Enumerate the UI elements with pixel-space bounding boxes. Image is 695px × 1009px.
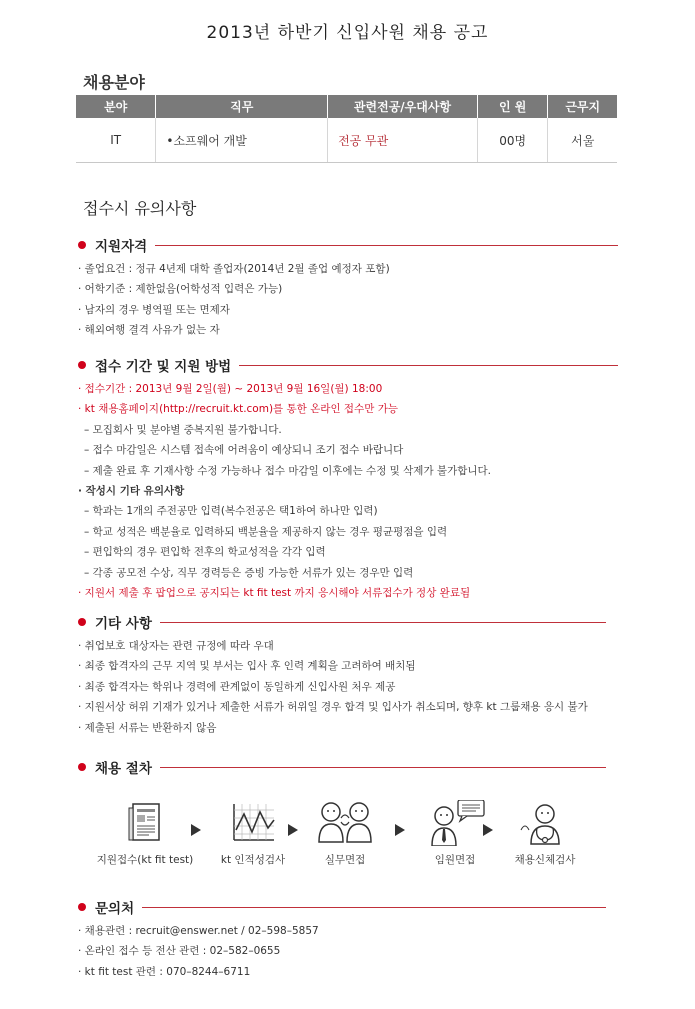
line-chart-icon	[228, 800, 278, 846]
section-other	[78, 612, 606, 738]
list-item: – 학교 성적은 백분율로 입력하되 백분율을 제공하지 않는 경우 평균평점을 입력	[84, 525, 448, 538]
red-bullet-icon	[78, 763, 86, 771]
list-item: · 남자의 경우 병역필 또는 면제자	[78, 303, 230, 316]
list-item: · 지원서상 허위 기재가 있거나 제출한 서류가 허위일 경우 합격 및 입사가 취소되며, 향후 kt 그룹채용 응시 불가	[78, 701, 588, 714]
cell-location: 서울	[548, 118, 617, 163]
section-process	[78, 757, 606, 777]
list-item: – 접수 마감일은 시스템 접속에 어려움이 예상되니 조기 접수 바랍니다	[84, 444, 404, 457]
jobs-table-header	[76, 95, 617, 118]
cell-major: 전공 무관	[328, 118, 478, 163]
arrow-right-icon	[191, 824, 201, 836]
section-rule	[239, 365, 618, 366]
section-item-list	[78, 921, 606, 982]
list-item: – 각종 공모전 수상, 직무 경력등은 증빙 가능한 서류가 있는 경우만 입력	[84, 566, 414, 579]
col-header-location: 근무지	[548, 95, 617, 118]
red-bullet-icon	[78, 618, 86, 626]
list-item: · 최종 합격자는 학위나 경력에 관계없이 동일하게 신입사원 처우 제공	[78, 680, 396, 693]
section-item-list	[78, 379, 618, 603]
section-rule	[160, 767, 606, 768]
col-header-major: 관련전공/우대사항	[328, 95, 478, 118]
section-title: 접수 기간 및 지원 방법	[95, 359, 232, 375]
process-step	[295, 800, 395, 867]
list-item: · 졸업요건 : 정규 4년제 대학 졸업자(2014년 2월 졸업 예정자 포함)	[78, 263, 390, 275]
list-item: · kt 채용홈페이지(http://recruit.kt.com)를 통한 온라인 접수만 가능	[78, 403, 398, 416]
list-item: · 온라인 접수 등 전산 관련 : 02–582–0655	[78, 945, 281, 958]
list-item: · 접수기간 : 2013년 9월 2일(월) ~ 2013년 9월 16일(월) 18:00	[78, 383, 383, 395]
process-step-label: 채용신체검사	[514, 854, 576, 866]
section-header	[78, 355, 618, 375]
red-bullet-icon	[78, 903, 86, 911]
list-item: · 해외여행 결격 사유가 없는 자	[78, 324, 220, 337]
section-rule	[155, 245, 618, 246]
document-form-icon	[123, 800, 167, 846]
list-item: · 취업보호 대상자는 관련 규정에 따라 우대	[78, 640, 274, 652]
section-title: 채용 절차	[95, 761, 152, 777]
cell-job: •소프웨어 개발	[156, 118, 328, 163]
list-item: – 제출 완료 후 기재사항 수정 가능하나 접수 마감일 이후에는 수정 및 삭제가 불가합니다.	[84, 464, 491, 477]
section-item-list	[78, 259, 618, 341]
notice-heading: 접수시 유의사항	[83, 199, 197, 218]
field-section-heading: 채용분야	[83, 73, 145, 92]
list-item: – 모집회사 및 분야별 중복지원 불가합니다.	[84, 423, 282, 436]
section-title: 문의처	[95, 901, 135, 917]
list-item: · 지원서 제출 후 팝업으로 공지되는 kt fit test 까지 응시해야 서류접수가 정상 완료됨	[78, 587, 471, 600]
arrow-right-icon	[483, 824, 493, 836]
col-header-job: 직무	[156, 95, 328, 118]
process-step-label: 임원면접	[434, 854, 476, 866]
section-header	[78, 897, 606, 917]
two-people-exchange-icon	[315, 800, 375, 846]
list-item: · 어학기준 : 제한없음(어학성적 입력은 가능)	[78, 283, 283, 296]
red-bullet-icon	[78, 241, 86, 249]
list-item: · 작성시 기타 유의사항	[78, 485, 185, 498]
section-rule	[160, 622, 606, 623]
arrow-right-icon	[395, 824, 405, 836]
section-title: 기타 사항	[95, 616, 152, 632]
section-qualifications	[78, 235, 618, 341]
section-contact	[78, 897, 606, 982]
table-row	[76, 118, 617, 163]
section-rule	[142, 907, 606, 908]
list-item: · 채용관련 : recruit@enswer.net / 02–598–5857	[78, 925, 319, 937]
executive-speech-icon	[422, 800, 488, 846]
section-header	[78, 612, 606, 632]
section-title: 지원자격	[95, 239, 148, 255]
list-item: – 편입학의 경우 편입학 전후의 학교성적을 각각 입력	[84, 546, 326, 559]
section-application-period	[78, 355, 618, 603]
process-step-label: 지원접수(kt fit test)	[96, 854, 194, 866]
list-item: – 학과는 1개의 주전공만 입력(복수전공은 택1하여 하나만 입력)	[84, 505, 378, 518]
page-title: 2013년 하반기 신입사원 채용 공고	[206, 23, 489, 43]
cell-count: 00명	[477, 118, 548, 163]
jobs-table	[76, 95, 617, 163]
process-step	[95, 800, 195, 867]
section-header	[78, 757, 606, 777]
process-step-label: 실무면접	[324, 854, 366, 866]
doctor-stethoscope-icon	[517, 800, 573, 846]
red-bullet-icon	[78, 361, 86, 369]
list-item: · 제출된 서류는 반환하지 않음	[78, 721, 217, 734]
section-item-list	[78, 636, 606, 738]
list-item: · 최종 합격자의 근무 지역 및 부서는 입사 후 인력 계획을 고려하여 배치됨	[78, 660, 416, 673]
col-header-field: 분야	[76, 95, 156, 118]
process-step-label: kt 인적성검사	[220, 854, 286, 866]
recruit-process-flow	[95, 800, 615, 870]
list-item: · kt fit test 관련 : 070–8244–6711	[78, 965, 251, 978]
section-header	[78, 235, 618, 255]
col-header-count: 인 원	[477, 95, 548, 118]
process-step	[495, 800, 595, 867]
cell-field: IT	[76, 118, 156, 163]
